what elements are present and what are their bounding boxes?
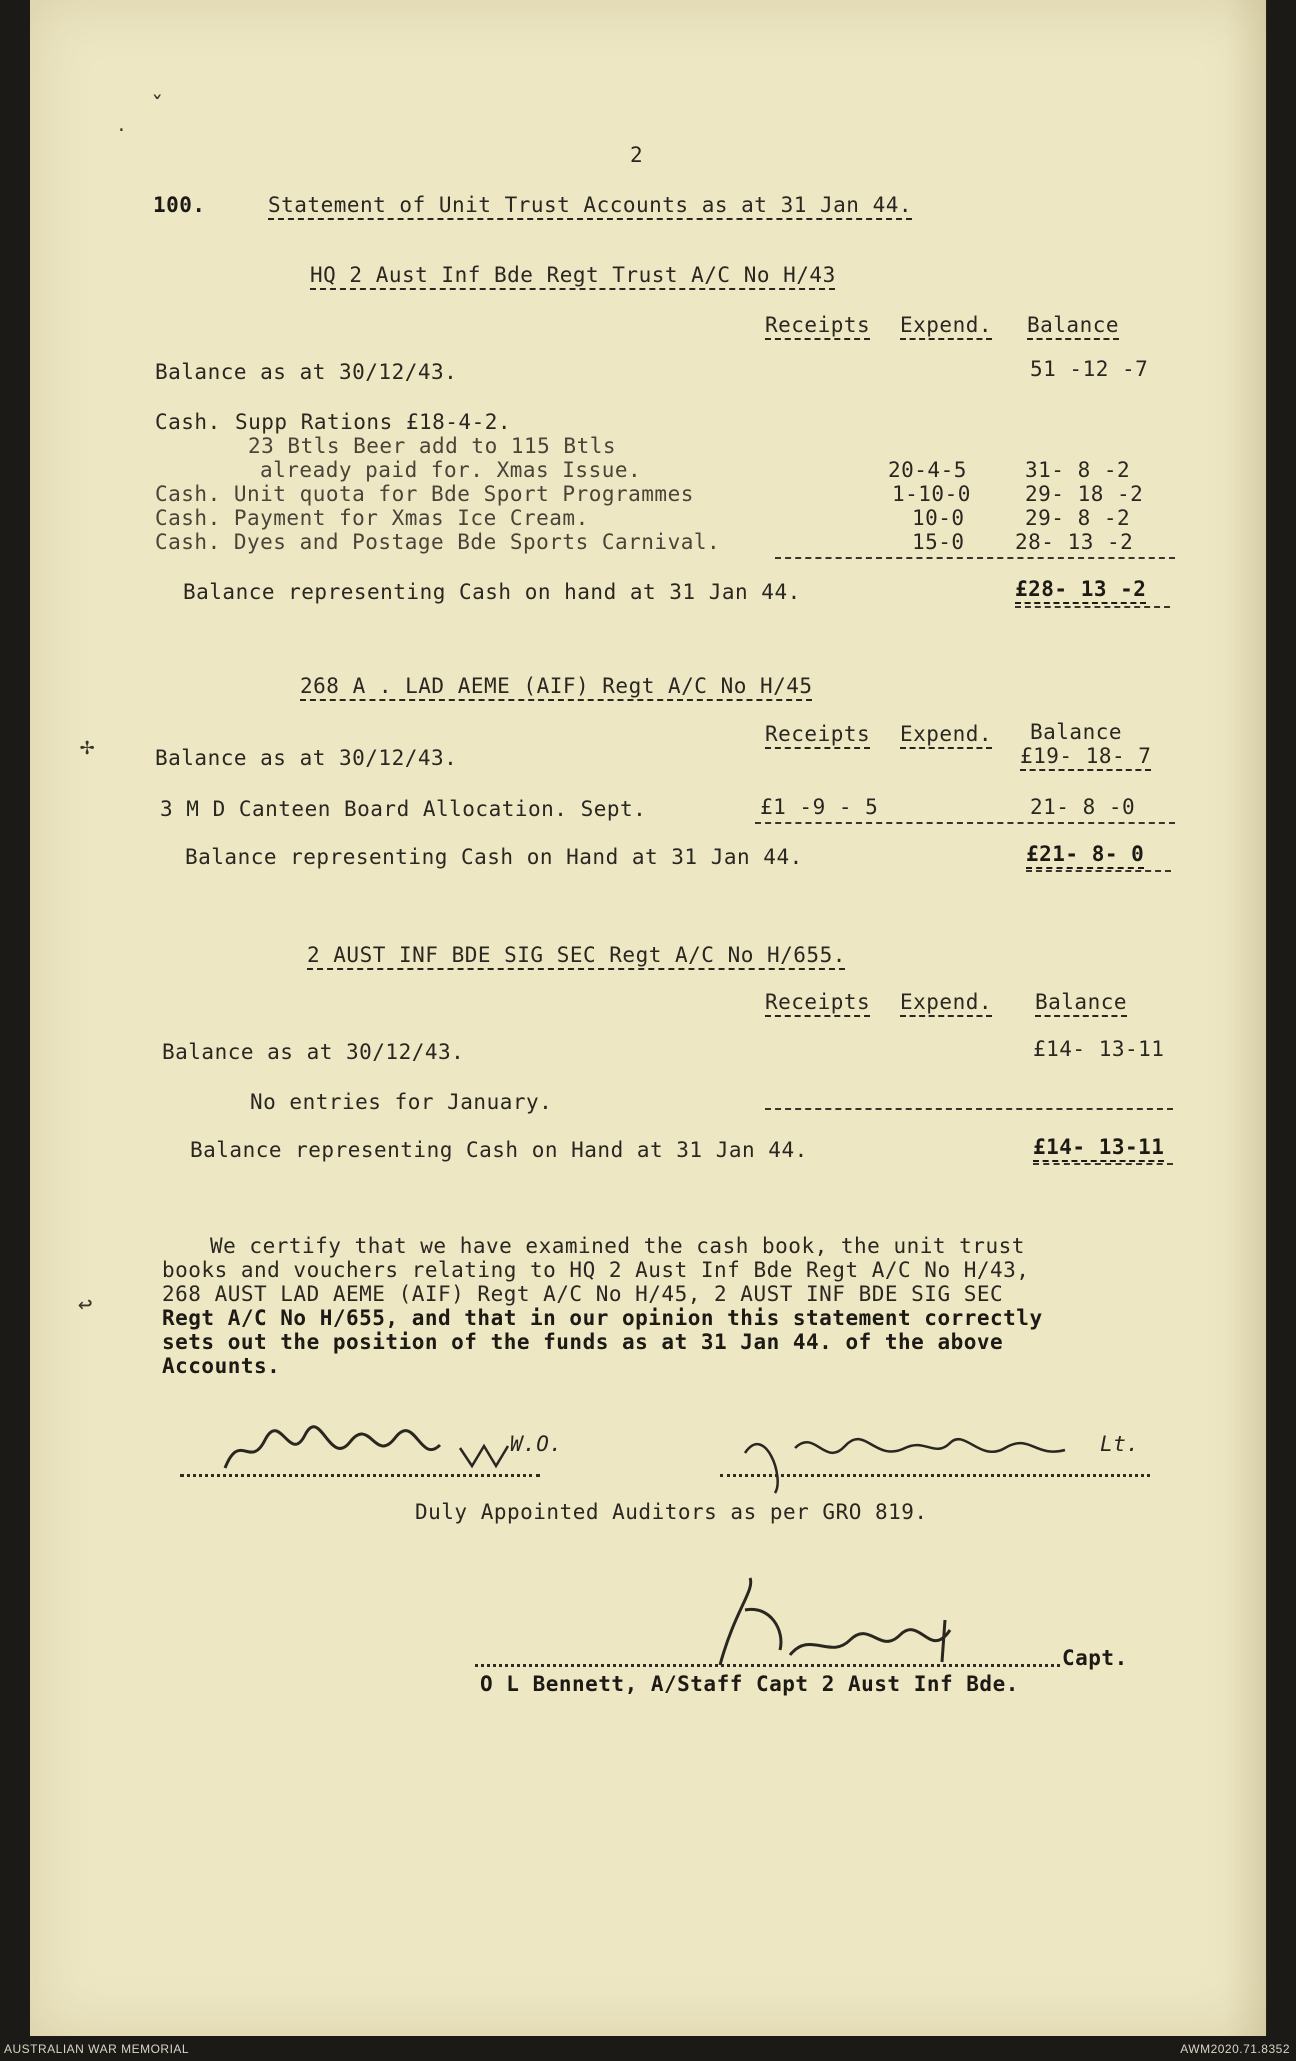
certification-line: 268 AUST LAD AEME (AIF) Regt A/C No H/45, 2 AUST INF BDE SIG SEC	[162, 1282, 1004, 1306]
certification-line: sets out the position of the funds as at 31 Jan 44. of the above	[162, 1330, 1004, 1354]
entry-text: Cash. Dyes and Postage Bde Sports Carnival.	[155, 530, 721, 554]
closing-balance-label: Balance representing Cash on Hand at 31 Jan 44.	[185, 845, 803, 869]
page-number: 2	[630, 143, 644, 167]
page-title: Statement of Unit Trust Accounts as at 31 Jan 44.	[268, 193, 913, 217]
signatory-name: O L Bennett, A/Staff Capt 2 Aust Inf Bde.	[480, 1672, 1019, 1696]
archive-reference: AWM2020.71.8352	[1180, 2042, 1290, 2056]
col-header-expend: Expend.	[900, 313, 993, 337]
col-header-balance: Balance	[1035, 990, 1128, 1014]
entry-balance: 31- 8 -2	[1025, 458, 1131, 482]
certification-line: Accounts.	[162, 1354, 281, 1378]
opening-balance-label: Balance as at 30/12/43.	[162, 1040, 465, 1064]
opening-balance-value: £14- 13-11	[1033, 1037, 1165, 1061]
signature-line	[475, 1664, 1060, 1667]
closing-balance-label: Balance representing Cash on Hand at 31 Jan 44.	[190, 1138, 808, 1162]
double-rule	[1015, 606, 1170, 608]
opening-balance-label: Balance as at 30/12/43.	[155, 746, 458, 770]
auditor-signature-1-rank: W.O.	[510, 1432, 563, 1456]
certification-line: We certify that we have examined the cash book, the unit trust	[210, 1234, 1025, 1258]
entry-receipt: £1 -9 - 5	[760, 795, 879, 819]
auditor-signature-2-rank: Lt.	[1100, 1432, 1140, 1456]
entry-receipt: 15-0	[912, 530, 965, 554]
entry-receipt: 10-0	[912, 506, 965, 530]
double-rule	[1033, 1163, 1173, 1165]
document-page	[30, 0, 1266, 2036]
sum-rule	[765, 1108, 1173, 1110]
account-heading: 2 AUST INF BDE SIG SEC Regt A/C No H/655.	[307, 943, 846, 967]
entry-text: 23 Btls Beer add to 115 Btls	[248, 434, 617, 458]
signatory-rank: Capt.	[1062, 1646, 1128, 1670]
entry-balance: 29- 18 -2	[1025, 482, 1144, 506]
entry-text: Cash. Payment for Xmas Ice Cream.	[155, 506, 589, 530]
sum-rule	[755, 822, 1175, 824]
double-rule	[1026, 870, 1171, 872]
ink-mark: ↩	[78, 1290, 93, 1318]
col-header-receipts: Receipts	[765, 990, 871, 1014]
entry-text: already paid for. Xmas Issue.	[260, 458, 642, 482]
auditor-signature-2	[735, 1418, 1155, 1498]
archive-credit: AUSTRALIAN WAR MEMORIAL	[4, 2042, 190, 2056]
ink-mark: ˇ	[150, 92, 165, 120]
sum-rule	[775, 557, 1175, 559]
closing-balance-value: £21- 8- 0	[1026, 842, 1145, 866]
account-heading: HQ 2 Aust Inf Bde Regt Trust A/C No H/43	[310, 263, 836, 287]
entry-text: 3 M D Canteen Board Allocation. Sept.	[160, 797, 647, 821]
col-header-expend: Expend.	[900, 722, 993, 746]
ink-mark: ·	[116, 120, 127, 141]
cash-label: Cash.	[155, 410, 221, 434]
item-number: 100.	[153, 193, 206, 217]
account-heading: 268 A . LAD AEME (AIF) Regt A/C No H/45	[300, 674, 813, 698]
col-header-receipts: Receipts	[765, 722, 871, 746]
auditor-signature-1	[220, 1420, 540, 1480]
entry-balance: 29- 8 -2	[1025, 506, 1131, 530]
certification-line: books and vouchers relating to HQ 2 Aust Inf Bde Regt A/C No H/43,	[162, 1258, 1030, 1282]
entry-receipt: 1-10-0	[892, 482, 971, 506]
ink-mark: ✢	[80, 732, 95, 760]
entry-balance: 21- 8 -0	[1030, 795, 1136, 819]
col-header-expend: Expend.	[900, 990, 993, 1014]
opening-balance-label: Balance as at 30/12/43.	[155, 360, 458, 384]
closing-balance-label: Balance representing Cash on hand at 31 Jan 44.	[183, 580, 801, 604]
entry-text: Cash. Unit quota for Bde Sport Programmes	[155, 482, 694, 506]
entry-balance: 28- 13 -2	[1015, 530, 1134, 554]
closing-balance-value: £14- 13-11	[1033, 1135, 1165, 1159]
certification-line: Regt A/C No H/655, and that in our opinion this statement correctly	[162, 1306, 1043, 1330]
paper-edge-shading	[1225, 0, 1267, 2036]
col-header-receipts: Receipts	[765, 313, 871, 337]
col-header-balance: Balance	[1030, 720, 1123, 744]
entry-text: Supp Rations £18-4-2.	[235, 410, 512, 434]
auditors-label: Duly Appointed Auditors as per GRO 819.	[415, 1500, 928, 1524]
opening-balance-value: 51 -12 -7	[1030, 357, 1149, 381]
entry-receipt: 20-4-5	[888, 458, 967, 482]
closing-balance-value: £28- 13 -2	[1015, 577, 1147, 601]
col-header-balance: Balance	[1027, 313, 1120, 337]
opening-balance-value: £19- 18- 7	[1020, 744, 1152, 768]
entry-text: No entries for January.	[250, 1090, 553, 1114]
